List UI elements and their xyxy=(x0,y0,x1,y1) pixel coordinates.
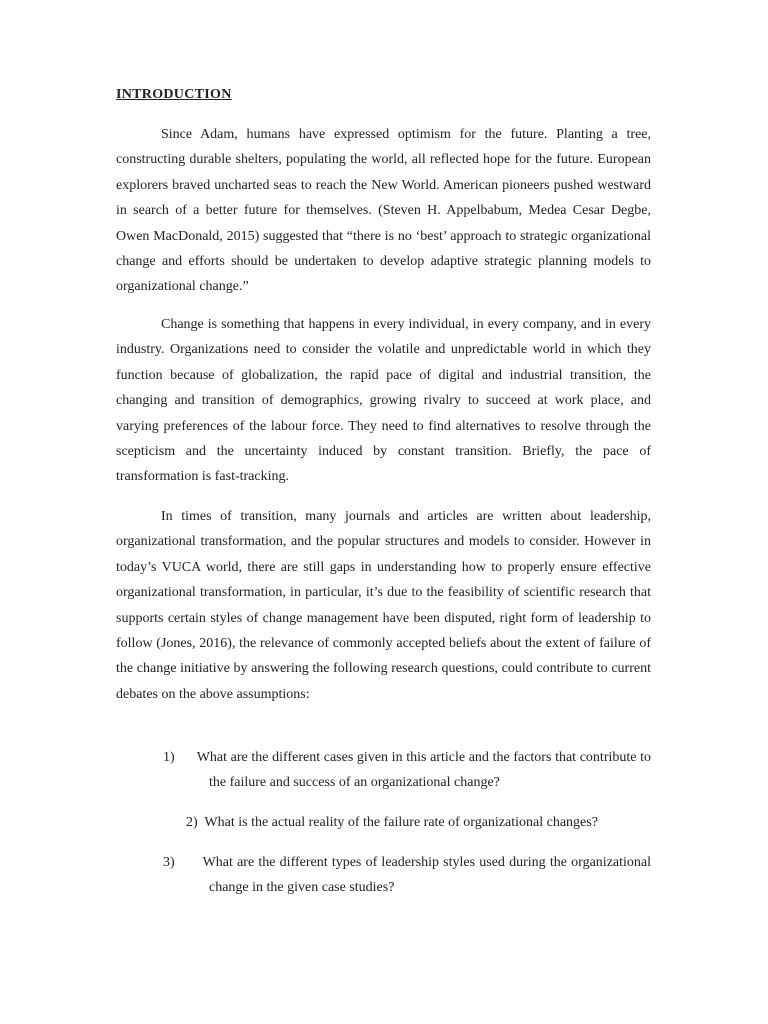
research-question-1: 1) What are the different cases given in this article and the factors that contribute to the failure and success of an organizational change? xyxy=(163,750,652,791)
section-heading: INTRODUCTION xyxy=(116,87,232,102)
question-text: What are the different cases given in this article and the factors that contribute to the failure and success of an organizational change? xyxy=(196,750,652,791)
question-text: What are the different types of leadership styles used during the organizational change in the given case studies? xyxy=(202,855,652,896)
paragraph-3: In times of transition, many journals and articles are written about leadership, organizational transformation, and the popular structures and models to consider. However in today’s VUCA world, there are still gaps in understanding how to properly ensure effective organizational transformation, in particular, it’s due to the feasibility of scientific research that supports certain styles of change management have been disputed, right form of leadership to follow (Jones, 2016), the relevance of commonly accepted beliefs about the extent of failure of the change initiative by answering the following research questions, could contribute to current debates on the above assumptions: xyxy=(116,509,651,702)
paragraph-2: Change is something that happens in every individual, in every company, and in every industry. Organizations need to consider the volatile and unpredictable world in which they function because of globalization, the rapid pace of digital and industrial transition, the changing and transition of demographics, growing rivalry to succeed at work place, and varying preferences of the labour force. They need to find alternatives to resolve through the scepticism and the uncertainty induced by constant transition. Briefly, the pace of transformation is fast-tracking. xyxy=(116,317,651,485)
question-number: 2) xyxy=(186,815,198,830)
question-text: What is the actual reality of the failure rate of organizational changes? xyxy=(204,815,598,830)
research-question-2 xyxy=(186,810,651,835)
paragraph-1: Since Adam, humans have expressed optimism for the future. Planting a tree, constructing durable shelters, populating the world, all reflected hope for the future. European explorers braved uncharted seas to reach the New World. American pioneers pushed westward in search of a better future for themselves. (Steven H. Appelbabum, Medea Cesar Degbe, Owen MacDonald, 2015) suggested that “there is no ‘best’ approach to strategic organizational change and efforts should be undertaken to develop adaptive strategic planning models to organizational change.” xyxy=(116,127,651,295)
research-question-3: 3) What are the different types of leadership styles used during the organizational change in the given case studies? xyxy=(163,855,652,896)
